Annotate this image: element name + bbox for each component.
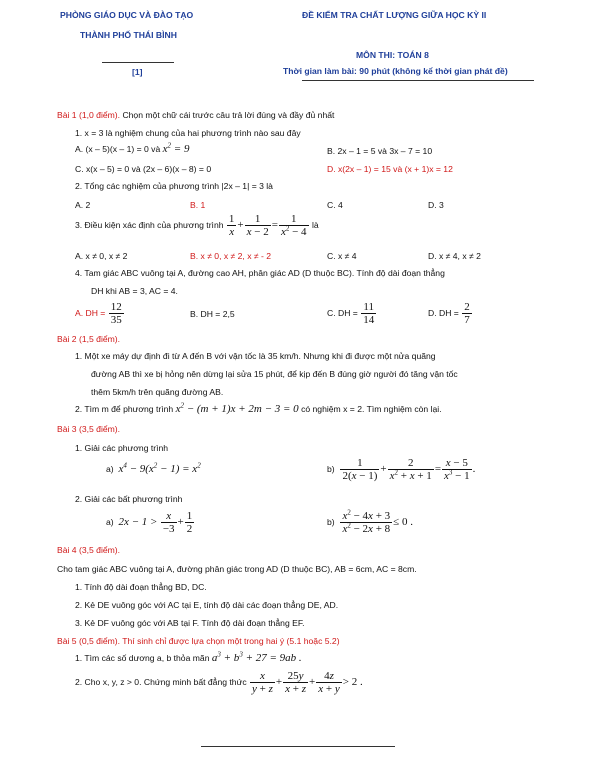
bai5-p2-frac2: $\frac{25y}{x + z}$ xyxy=(285,670,307,695)
bai3-p1-a xyxy=(106,463,201,475)
bai1-q4-option-d-label: D. DH = xyxy=(428,307,459,318)
footer-divider xyxy=(201,746,395,747)
bai1-heading xyxy=(57,110,334,120)
bai3-p1-b-frac3: $\frac{x - 5}{x^3 - 1}$ xyxy=(444,457,470,482)
bai1-q3-frac1: $\frac{1}{x}$ xyxy=(228,213,235,238)
bai3-p1: 1. Giải các phương trình xyxy=(75,443,169,453)
bai5-p2-frac3: $\frac{4z}{x + y}$ xyxy=(318,670,340,695)
header-exam-title: ĐỀ KIỂM TRA CHẤT LƯỢNG GIỮA HỌC KỲ II xyxy=(302,10,487,20)
bai1-q3-frac3: $\frac{1}{x^2 - 4}$ xyxy=(280,213,307,238)
header-department: PHÒNG GIÁO DỤC VÀ ĐÀO TẠO xyxy=(60,10,194,20)
bai1-q3-frac2: $\frac{1}{x - 2}$ xyxy=(246,213,269,238)
header-city: THÀNH PHỐ THÁI BÌNH xyxy=(80,30,177,40)
bai4-title: Bài 4 (3,5 điểm). xyxy=(57,545,121,555)
bai1-q2-option-b: B. 1 xyxy=(190,200,206,210)
bai3-p2-a: a) 2x − 1 > $\frac{x}{-3}$ + $\frac{1}{2}$ xyxy=(106,510,193,535)
bai3-p2-b: b) $\frac{x^2 - 4x + 3}{x^2 - 2x + 8}$ ≤ 0 . xyxy=(327,508,413,535)
bai1-intro: Chọn một chữ cái trước câu trả lời đúng và đầy đủ nhất xyxy=(120,110,335,120)
bai3-p1-a-formula: $x^4 - 9(x^2 - 1) = x^2$ xyxy=(118,461,201,475)
bai4-p3: 3. Kẻ DF vuông góc với AB tại F. Tính độ dài đoạn thẳng EF. xyxy=(75,618,305,628)
bai1-q4-option-b: B. DH = 2,5 xyxy=(190,309,235,319)
bai5-p1-pre: 1. Tìm các số dương a, b thỏa mãn xyxy=(75,653,210,663)
bai1-q3-option-c: C. x ≠ 4 xyxy=(327,251,357,261)
bai1-q4-option-d-frac: $\frac{2}{7}$ xyxy=(464,301,470,326)
bai1-q4-line1: 4. Tam giác ABC vuông tại A, đường cao AH, phân giác AD (D thuộc BC). Tính độ dài đoạn thẳng xyxy=(75,268,445,278)
bai2-p2-formula: $x^2 - (m + 1)x + 2m - 3 = 0$ xyxy=(175,401,299,415)
bai1-q3-text: 3. Điều kiện xác định của phương trình xyxy=(75,219,224,230)
header-right-divider xyxy=(302,80,534,81)
bai1-q3-option-b: B. x ≠ 0, x ≠ 2, x ≠ - 2 xyxy=(190,251,272,261)
bai1-title: Bài 1 (1,0 điểm). xyxy=(57,110,121,120)
bai3-title: Bài 3 (3,5 điểm). xyxy=(57,424,121,434)
header-left-divider xyxy=(102,62,174,63)
bai3-p2-a-lhs: 2x − 1 > xyxy=(118,515,158,528)
bai4-p1: 1. Tính độ dài đoạn thẳng BD, DC. xyxy=(75,582,207,592)
bai1-q1-option-a xyxy=(75,143,189,155)
bai1-q4-option-d xyxy=(428,301,473,326)
bai1-q1: 1. x = 3 là nghiệm chung của hai phương trình nào sau đây xyxy=(75,128,301,138)
bai2-p2 xyxy=(75,403,442,415)
bai1-q2-option-a: A. 2 xyxy=(75,200,91,210)
bai1-q1-option-c: C. x(x – 5) = 0 và (2x – 6)(x – 8) = 0 xyxy=(75,164,212,174)
bai5-p1 xyxy=(75,652,302,664)
bai1-q1-option-d: D. x(2x – 1) = 15 và (x + 1)x = 12 xyxy=(327,164,453,174)
bai1-q4-option-a xyxy=(75,301,125,326)
bai1-q3-option-d: D. x ≠ 4, x ≠ 2 xyxy=(428,251,481,261)
bai5-p2-pre: 2. Cho x, y, z > 0. Chứng minh bất đẳng thức xyxy=(75,676,247,687)
bai1-q1-option-b: B. 2x – 1 = 5 và 3x – 7 = 10 xyxy=(327,146,433,156)
bai1-q3-tail: là xyxy=(311,219,319,230)
bai3-p2: 2. Giải các bất phương trình xyxy=(75,494,183,504)
bai3-p2-b-label: b) xyxy=(327,516,335,527)
bai1-q4-option-c xyxy=(327,301,377,326)
bai2-p1-line1: 1. Một xe máy dự định đi từ A đến B với vận tốc là 35 km/h. Nhưng khi đi được một nửa quãng xyxy=(75,351,436,361)
bai1-q4-line2: DH khi AB = 3, AC = 4. xyxy=(91,286,178,296)
bai1-q1-option-a-formula: $x^2 = 9$ xyxy=(162,141,190,155)
bai1-q2-option-d: D. 3 xyxy=(428,200,444,210)
bai4-intro: Cho tam giác ABC vuông tại A, đường phân giác trong AD (D thuộc BC), AB = 6cm, AC = 8cm. xyxy=(57,564,417,574)
bai5-p2: 2. Cho x, y, z > 0. Chứng minh bất đẳng thức $\frac{x}{y + z}$ + $\frac{25y}{x + z}$ + $\frac{4z}{x + y}$ > 2 . xyxy=(75,670,363,695)
bai2-p1-line2: đường AB thì xe bị hỏng nên dừng lại sửa 15 phút, để kịp đến B đúng giờ người đó tăng vận tốc xyxy=(91,369,458,379)
bai3-p2-a-frac1: $\frac{x}{-3}$ xyxy=(162,510,175,535)
bai3-p1-b-frac1: $\frac{1}{2(x - 1)}$ xyxy=(342,457,378,482)
bai2-p2-post: có nghiệm x = 2. Tìm nghiệm còn lại. xyxy=(301,404,442,414)
header-subject: MÔN THI: TOÁN 8 xyxy=(356,50,429,60)
bai1-q4-option-c-label: C. DH = xyxy=(327,307,358,318)
bai1-q1-option-a-text: A. (x – 5)(x – 1) = 0 và xyxy=(75,144,161,154)
bai1-q2: 2. Tổng các nghiệm của phương trình |2x – 1| = 3 là xyxy=(75,181,273,191)
bai3-p2-a-frac2: $\frac{1}{2}$ xyxy=(186,510,193,535)
bai3-p1-b-label: b) xyxy=(327,463,335,474)
bai5-title: Bài 5 (0,5 điểm). Thí sinh chỉ được lựa chọn một trong hai ý (5.1 hoặc 5.2) xyxy=(57,636,340,646)
bai3-p1-b: b) $\frac{1}{2(x - 1)}$ + $\frac{2}{x^2 + x + 1}$ = $\frac{x - 5}{x^3 - 1}$ . xyxy=(327,457,476,482)
bai1-q3-option-a: A. x ≠ 0, x ≠ 2 xyxy=(75,251,128,261)
bai5-p2-frac1: $\frac{x}{y + z}$ xyxy=(252,670,273,695)
header-time: Thời gian làm bài: 90 phút (không kể thời gian phát đề) xyxy=(283,66,508,76)
bai2-p2-pre: 2. Tìm m để phương trình xyxy=(75,404,174,414)
bai1-q4-option-c-frac: $\frac{11}{14}$ xyxy=(363,301,375,326)
bai3-p2-b-frac: $\frac{x^2 - 4x + 3}{x^2 - 2x + 8}$ xyxy=(342,508,391,535)
bai1-q2-option-c: C. 4 xyxy=(327,200,343,210)
bai1-q4-option-a-frac: $\frac{12}{35}$ xyxy=(110,301,122,326)
bai2-title: Bài 2 (1,5 điểm). xyxy=(57,334,121,344)
bai3-p2-a-label: a) xyxy=(106,516,114,527)
bai2-p1-line3: thêm 5km/h trên quãng đường AB. xyxy=(91,387,224,397)
header-exam-code: [1] xyxy=(132,67,143,77)
bai4-p2: 2. Kẻ DE vuông góc với AC tại E, tính độ dài các đoạn thẳng DE, AD. xyxy=(75,600,339,610)
bai5-p1-formula: $a^3 + b^3 + 27 = 9ab$ . xyxy=(211,650,302,664)
bai3-p1-b-frac2: $\frac{2}{x^2 + x + 1}$ xyxy=(389,457,432,482)
bai3-p1-a-label: a) xyxy=(106,464,114,474)
bai1-q3: 3. Điều kiện xác định của phương trình $\frac{1}{x}$ + $\frac{1}{x - 2}$ = $\frac{1}{x^2 - 4}$ là xyxy=(75,213,319,238)
bai1-q4-option-a-label: A. DH = xyxy=(75,307,106,318)
